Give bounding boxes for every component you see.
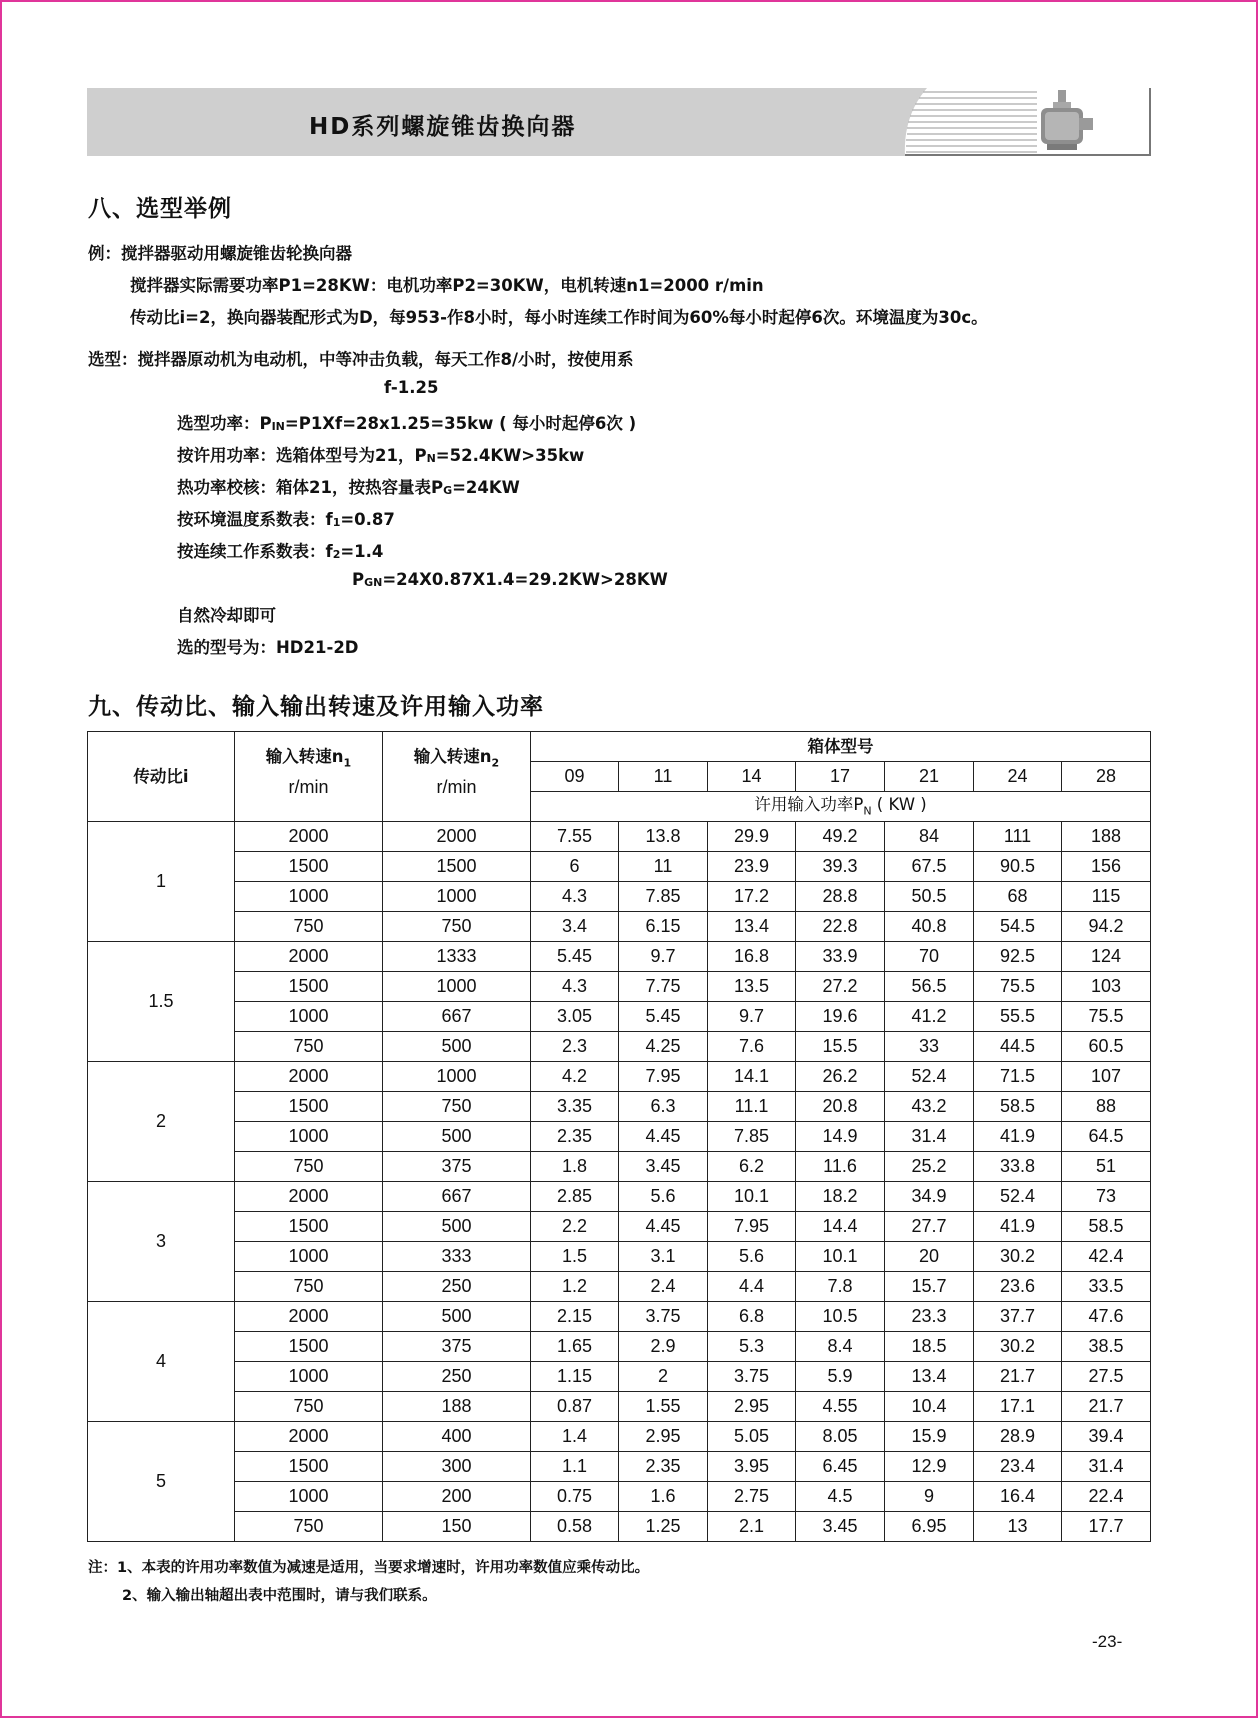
power-cell: 4.5	[796, 1482, 885, 1512]
power-cell: 4.45	[619, 1212, 708, 1242]
output-speed-cell: 375	[383, 1332, 531, 1362]
power-cell: 6.8	[708, 1302, 796, 1332]
input-speed-cell: 2000	[235, 1062, 383, 1092]
power-cell: 60.5	[1062, 1032, 1151, 1062]
power-cell: 1.2	[531, 1272, 619, 1302]
power-cell: 33	[885, 1032, 974, 1062]
example-line-1: 例：搅拌器驱动用螺旋锥齿轮换向器	[88, 244, 352, 263]
table-row	[88, 1362, 1151, 1392]
example-line-3: 传动比i=2，换向器装配形式为D，每953-作8小时，每小时连续工作时间为60%每小时起停6次。环境温度为30c。	[130, 308, 988, 327]
power-cell: 2.4	[619, 1272, 708, 1302]
table-row	[88, 1242, 1151, 1272]
input-speed-cell: 1000	[235, 882, 383, 912]
box-model-17: 17	[796, 762, 885, 792]
power-cell: 37.7	[974, 1302, 1062, 1332]
power-cell: 17.2	[708, 882, 796, 912]
power-cell: 20	[885, 1242, 974, 1272]
power-cell: 14.9	[796, 1122, 885, 1152]
power-cell: 0.58	[531, 1512, 619, 1542]
power-cell: 5.3	[708, 1332, 796, 1362]
power-cell: 3.75	[708, 1362, 796, 1392]
input-speed-cell: 2000	[235, 942, 383, 972]
table-row	[88, 1272, 1151, 1302]
power-cell: 124	[1062, 942, 1151, 972]
table-row	[88, 1422, 1151, 1452]
power-cell: 22.8	[796, 912, 885, 942]
table-row	[88, 852, 1151, 882]
power-cell: 17.1	[974, 1392, 1062, 1422]
power-cell: 14.4	[796, 1212, 885, 1242]
power-cell: 84	[885, 822, 974, 852]
input-speed-cell: 2000	[235, 1302, 383, 1332]
power-cell: 16.4	[974, 1482, 1062, 1512]
header-title: HD系列螺旋锥齿换向器	[309, 114, 577, 140]
table-row	[88, 1392, 1151, 1422]
power-cell: 7.6	[708, 1032, 796, 1062]
power-cell: 15.5	[796, 1032, 885, 1062]
power-cell: 49.2	[796, 822, 885, 852]
ratio-cell: 4	[88, 1302, 235, 1422]
power-cell: 44.5	[974, 1032, 1062, 1062]
power-cell: 31.4	[885, 1122, 974, 1152]
power-cell: 25.2	[885, 1152, 974, 1182]
power-cell: 3.95	[708, 1452, 796, 1482]
power-cell: 5.9	[796, 1362, 885, 1392]
env-temp-factor: 按环境温度系数表：$f_1=0.87$	[177, 510, 395, 529]
output-speed-cell: 500	[383, 1032, 531, 1062]
output-speed-cell: 500	[383, 1122, 531, 1152]
power-cell: 51	[1062, 1152, 1151, 1182]
selection-power: 选型功率：$P_{IN}=P1Xf=28x1.25=35kw$ ( 每小时起停6次 )	[177, 414, 637, 433]
power-cell: 26.2	[796, 1062, 885, 1092]
power-cell: 10.1	[796, 1242, 885, 1272]
output-speed-cell: 400	[383, 1422, 531, 1452]
power-cell: 33.9	[796, 942, 885, 972]
output-speed-cell: 1000	[383, 972, 531, 1002]
power-cell: 1.6	[619, 1482, 708, 1512]
power-cell: 14.1	[708, 1062, 796, 1092]
box-model-14: 14	[708, 762, 796, 792]
power-cell: 47.6	[1062, 1302, 1151, 1332]
power-cell: 40.8	[885, 912, 974, 942]
input-speed-cell: 2000	[235, 1422, 383, 1452]
input-speed-cell: 1500	[235, 1332, 383, 1362]
table-row	[88, 912, 1151, 942]
output-speed-cell: 300	[383, 1452, 531, 1482]
power-cell: 5.45	[531, 942, 619, 972]
ratio-cell: 5	[88, 1422, 235, 1542]
power-cell: 11.6	[796, 1152, 885, 1182]
power-cell: 21.7	[974, 1362, 1062, 1392]
power-cell: 42.4	[1062, 1242, 1151, 1272]
power-cell: 15.9	[885, 1422, 974, 1452]
input-speed-cell: 1000	[235, 1482, 383, 1512]
power-cell: 52.4	[974, 1182, 1062, 1212]
power-cell: 9.7	[708, 1002, 796, 1032]
power-cell: 29.9	[708, 822, 796, 852]
power-cell: 7.95	[708, 1212, 796, 1242]
table-row	[88, 942, 1151, 972]
power-cell: 17.7	[1062, 1512, 1151, 1542]
power-cell: 115	[1062, 882, 1151, 912]
table-row	[88, 1032, 1151, 1062]
output-speed-cell: 1000	[383, 882, 531, 912]
power-cell: 11.1	[708, 1092, 796, 1122]
power-cell: 3.45	[619, 1152, 708, 1182]
power-cell: 2.9	[619, 1332, 708, 1362]
output-speed-cell: 667	[383, 1002, 531, 1032]
power-cell: 1.25	[619, 1512, 708, 1542]
output-speed-cell: 1333	[383, 942, 531, 972]
input-speed-cell: 1500	[235, 1212, 383, 1242]
power-cell: 6.45	[796, 1452, 885, 1482]
power-cell: 50.5	[885, 882, 974, 912]
cooling-note: 自然冷却即可	[177, 606, 276, 625]
output-speed-cell: 333	[383, 1242, 531, 1272]
input-speed-cell: 2000	[235, 1182, 383, 1212]
power-cell: 67.5	[885, 852, 974, 882]
power-cell: 41.9	[974, 1212, 1062, 1242]
input-speed-cell: 1500	[235, 1452, 383, 1482]
power-cell: 75.5	[1062, 1002, 1151, 1032]
power-cell: 30.2	[974, 1242, 1062, 1272]
power-cell: 23.9	[708, 852, 796, 882]
power-cell: 3.75	[619, 1302, 708, 1332]
table-row	[88, 1302, 1151, 1332]
power-cell: 7.85	[619, 882, 708, 912]
continuous-factor: 按连续工作系数表：$f_2=1.4$	[177, 542, 384, 561]
power-cell: 7.55	[531, 822, 619, 852]
header-input-speed: 输入转速$n_1$ r/min	[235, 732, 383, 822]
power-cell: 5.6	[619, 1182, 708, 1212]
power-cell: 18.2	[796, 1182, 885, 1212]
page-number: -23-	[1092, 1632, 1123, 1651]
power-cell: 0.87	[531, 1392, 619, 1422]
thermal-check: 热功率校核：箱体21，按热容量表$P_G=24KW$	[177, 478, 520, 497]
power-cell: 2.3	[531, 1032, 619, 1062]
power-cell: 2.85	[531, 1182, 619, 1212]
power-cell: 27.2	[796, 972, 885, 1002]
power-cell: 2	[619, 1362, 708, 1392]
output-speed-cell: 200	[383, 1482, 531, 1512]
power-cell: 4.3	[531, 972, 619, 1002]
power-cell: 8.05	[796, 1422, 885, 1452]
table-row	[88, 1092, 1151, 1122]
power-cell: 0.75	[531, 1482, 619, 1512]
input-speed-cell: 1000	[235, 1362, 383, 1392]
example-line-2: 搅拌器实际需要功率P1=28KW：电机功率P2=30KW，电机转速n1=2000 r/min	[130, 276, 764, 295]
power-cell: 18.5	[885, 1332, 974, 1362]
box-model-21: 21	[885, 762, 974, 792]
power-cell: 10.5	[796, 1302, 885, 1332]
power-cell: 39.4	[1062, 1422, 1151, 1452]
box-model-24: 24	[974, 762, 1062, 792]
table-row	[88, 882, 1151, 912]
power-cell: 7.95	[619, 1062, 708, 1092]
input-speed-cell: 750	[235, 1152, 383, 1182]
power-cell: 4.25	[619, 1032, 708, 1062]
input-speed-cell: 750	[235, 1512, 383, 1542]
power-cell: 19.6	[796, 1002, 885, 1032]
output-speed-cell: 500	[383, 1212, 531, 1242]
output-speed-cell: 1500	[383, 852, 531, 882]
power-cell: 2.15	[531, 1302, 619, 1332]
input-speed-cell: 1500	[235, 852, 383, 882]
power-cell: 4.55	[796, 1392, 885, 1422]
power-cell: 33.8	[974, 1152, 1062, 1182]
input-speed-cell: 2000	[235, 822, 383, 852]
selection-result: 选的型号为：HD21-2D	[177, 638, 359, 657]
header-output-speed: 输入转速$n_2$ r/min	[383, 732, 531, 822]
power-cell: 31.4	[1062, 1452, 1151, 1482]
power-table	[87, 731, 1151, 1542]
note-1: 注：1、本表的许用功率数值为减速是适用，当要求增速时，许用功率数值应乘传动比。	[88, 1560, 650, 1576]
power-cell: 1.1	[531, 1452, 619, 1482]
input-speed-cell: 1000	[235, 1002, 383, 1032]
ratio-cell: 1.5	[88, 942, 235, 1062]
power-cell: 2.2	[531, 1212, 619, 1242]
power-cell: 20.8	[796, 1092, 885, 1122]
header-decoration	[887, 88, 1151, 156]
power-cell: 2.95	[708, 1392, 796, 1422]
power-cell: 10.1	[708, 1182, 796, 1212]
power-cell: 107	[1062, 1062, 1151, 1092]
power-cell: 39.3	[796, 852, 885, 882]
power-cell: 7.75	[619, 972, 708, 1002]
power-cell: 92.5	[974, 942, 1062, 972]
output-speed-cell: 500	[383, 1302, 531, 1332]
power-cell: 3.1	[619, 1242, 708, 1272]
power-cell: 1.4	[531, 1422, 619, 1452]
table-row	[88, 1122, 1151, 1152]
table-row	[88, 1482, 1151, 1512]
power-cell: 55.5	[974, 1002, 1062, 1032]
power-cell: 58.5	[1062, 1212, 1151, 1242]
power-cell: 1.5	[531, 1242, 619, 1272]
power-cell: 6.2	[708, 1152, 796, 1182]
output-speed-cell: 375	[383, 1152, 531, 1182]
power-cell: 13.4	[885, 1362, 974, 1392]
power-cell: 13	[974, 1512, 1062, 1542]
power-cell: 4.3	[531, 882, 619, 912]
input-speed-cell: 750	[235, 1032, 383, 1062]
input-speed-cell: 1000	[235, 1242, 383, 1272]
power-cell: 15.7	[885, 1272, 974, 1302]
power-cell: 4.45	[619, 1122, 708, 1152]
power-cell: 10.4	[885, 1392, 974, 1422]
power-cell: 188	[1062, 822, 1151, 852]
box-model-28: 28	[1062, 762, 1151, 792]
power-cell: 34.9	[885, 1182, 974, 1212]
output-speed-cell: 250	[383, 1272, 531, 1302]
output-speed-cell: 150	[383, 1512, 531, 1542]
power-cell: 8.4	[796, 1332, 885, 1362]
power-cell: 58.5	[974, 1092, 1062, 1122]
power-cell: 9	[885, 1482, 974, 1512]
input-speed-cell: 1000	[235, 1122, 383, 1152]
power-cell: 54.5	[974, 912, 1062, 942]
output-speed-cell: 750	[383, 912, 531, 942]
power-cell: 6.95	[885, 1512, 974, 1542]
power-cell: 13.5	[708, 972, 796, 1002]
power-cell: 27.5	[1062, 1362, 1151, 1392]
power-cell: 6.3	[619, 1092, 708, 1122]
power-cell: 33.5	[1062, 1272, 1151, 1302]
power-cell: 111	[974, 822, 1062, 852]
power-cell: 43.2	[885, 1092, 974, 1122]
power-cell: 9.7	[619, 942, 708, 972]
power-cell: 75.5	[974, 972, 1062, 1002]
power-cell: 21.7	[1062, 1392, 1151, 1422]
power-cell: 28.9	[974, 1422, 1062, 1452]
output-speed-cell: 188	[383, 1392, 531, 1422]
power-cell: 30.2	[974, 1332, 1062, 1362]
power-cell: 5.45	[619, 1002, 708, 1032]
box-model-09: 09	[531, 762, 619, 792]
header-box-model: 箱体型号	[531, 732, 1151, 762]
input-speed-cell: 1500	[235, 1092, 383, 1122]
power-cell: 2.35	[531, 1122, 619, 1152]
power-cell: 64.5	[1062, 1122, 1151, 1152]
power-cell: 2.1	[708, 1512, 796, 1542]
header-band	[87, 88, 1151, 156]
gearbox-icon	[1027, 88, 1097, 156]
power-cell: 73	[1062, 1182, 1151, 1212]
power-cell: 156	[1062, 852, 1151, 882]
power-cell: 2.75	[708, 1482, 796, 1512]
output-speed-cell: 1000	[383, 1062, 531, 1092]
power-cell: 13.8	[619, 822, 708, 852]
input-speed-cell: 750	[235, 912, 383, 942]
power-cell: 4.2	[531, 1062, 619, 1092]
power-cell: 1.55	[619, 1392, 708, 1422]
header-ratio: 传动比i	[88, 732, 235, 822]
table-row	[88, 1212, 1151, 1242]
power-cell: 70	[885, 942, 974, 972]
power-cell: 3.45	[796, 1512, 885, 1542]
section8-title: 八、选型举例	[88, 196, 232, 222]
power-cell: 2.95	[619, 1422, 708, 1452]
power-cell: 103	[1062, 972, 1151, 1002]
power-cell: 23.4	[974, 1452, 1062, 1482]
service-factor: f-1.25	[384, 378, 439, 397]
power-cell: 12.9	[885, 1452, 974, 1482]
power-cell: 88	[1062, 1092, 1151, 1122]
power-cell: 1.65	[531, 1332, 619, 1362]
table-row	[88, 1332, 1151, 1362]
power-cell: 5.05	[708, 1422, 796, 1452]
table-row	[88, 822, 1151, 852]
power-cell: 3.05	[531, 1002, 619, 1032]
power-cell: 7.85	[708, 1122, 796, 1152]
power-cell: 68	[974, 882, 1062, 912]
input-speed-cell: 750	[235, 1272, 383, 1302]
power-cell: 5.6	[708, 1242, 796, 1272]
power-cell: 11	[619, 852, 708, 882]
power-cell: 7.8	[796, 1272, 885, 1302]
power-cell: 23.3	[885, 1302, 974, 1332]
power-cell: 52.4	[885, 1062, 974, 1092]
power-cell: 16.8	[708, 942, 796, 972]
table-row	[88, 1512, 1151, 1542]
header-allowable-power: 许用输入功率$P_N$ ( KW )	[531, 792, 1151, 822]
box-model-11: 11	[619, 762, 708, 792]
note-2: 2、输入输出轴超出表中范围时，请与我们联系。	[122, 1588, 437, 1604]
selection-line-1: 选型：搅拌器原动机为电动机，中等冲击负载，每天工作8/小时，按使用系	[88, 350, 634, 369]
output-speed-cell: 750	[383, 1092, 531, 1122]
power-cell: 28.8	[796, 882, 885, 912]
power-cell: 90.5	[974, 852, 1062, 882]
power-cell: 6.15	[619, 912, 708, 942]
power-cell: 4.4	[708, 1272, 796, 1302]
power-cell: 23.6	[974, 1272, 1062, 1302]
table-row	[88, 1452, 1151, 1482]
power-cell: 71.5	[974, 1062, 1062, 1092]
pgn-formula: $P_{GN}=24X0.87X1.4=29.2KW>28KW$	[352, 570, 668, 589]
output-speed-cell: 667	[383, 1182, 531, 1212]
section9-title: 九、传动比、输入输出转速及许用输入功率	[88, 694, 544, 720]
input-speed-cell: 750	[235, 1392, 383, 1422]
input-speed-cell: 1500	[235, 972, 383, 1002]
table-row	[88, 1182, 1151, 1212]
power-cell: 56.5	[885, 972, 974, 1002]
power-cell: 27.7	[885, 1212, 974, 1242]
power-cell: 2.35	[619, 1452, 708, 1482]
allowable-power: 按许用功率：选箱体型号为21，$P_N=52.4KW>35kw$	[177, 446, 585, 465]
table-row	[88, 1062, 1151, 1092]
output-speed-cell: 250	[383, 1362, 531, 1392]
power-cell: 94.2	[1062, 912, 1151, 942]
power-cell: 41.2	[885, 1002, 974, 1032]
table-row	[88, 1002, 1151, 1032]
output-speed-cell: 2000	[383, 822, 531, 852]
ratio-cell: 2	[88, 1062, 235, 1182]
ratio-cell: 1	[88, 822, 235, 942]
power-cell: 3.4	[531, 912, 619, 942]
ratio-cell: 3	[88, 1182, 235, 1302]
power-cell: 6	[531, 852, 619, 882]
power-cell: 38.5	[1062, 1332, 1151, 1362]
power-cell: 41.9	[974, 1122, 1062, 1152]
power-cell: 3.35	[531, 1092, 619, 1122]
power-cell: 13.4	[708, 912, 796, 942]
power-cell: 22.4	[1062, 1482, 1151, 1512]
power-cell: 1.8	[531, 1152, 619, 1182]
table-row	[88, 1152, 1151, 1182]
table-row	[88, 972, 1151, 1002]
power-cell: 1.15	[531, 1362, 619, 1392]
